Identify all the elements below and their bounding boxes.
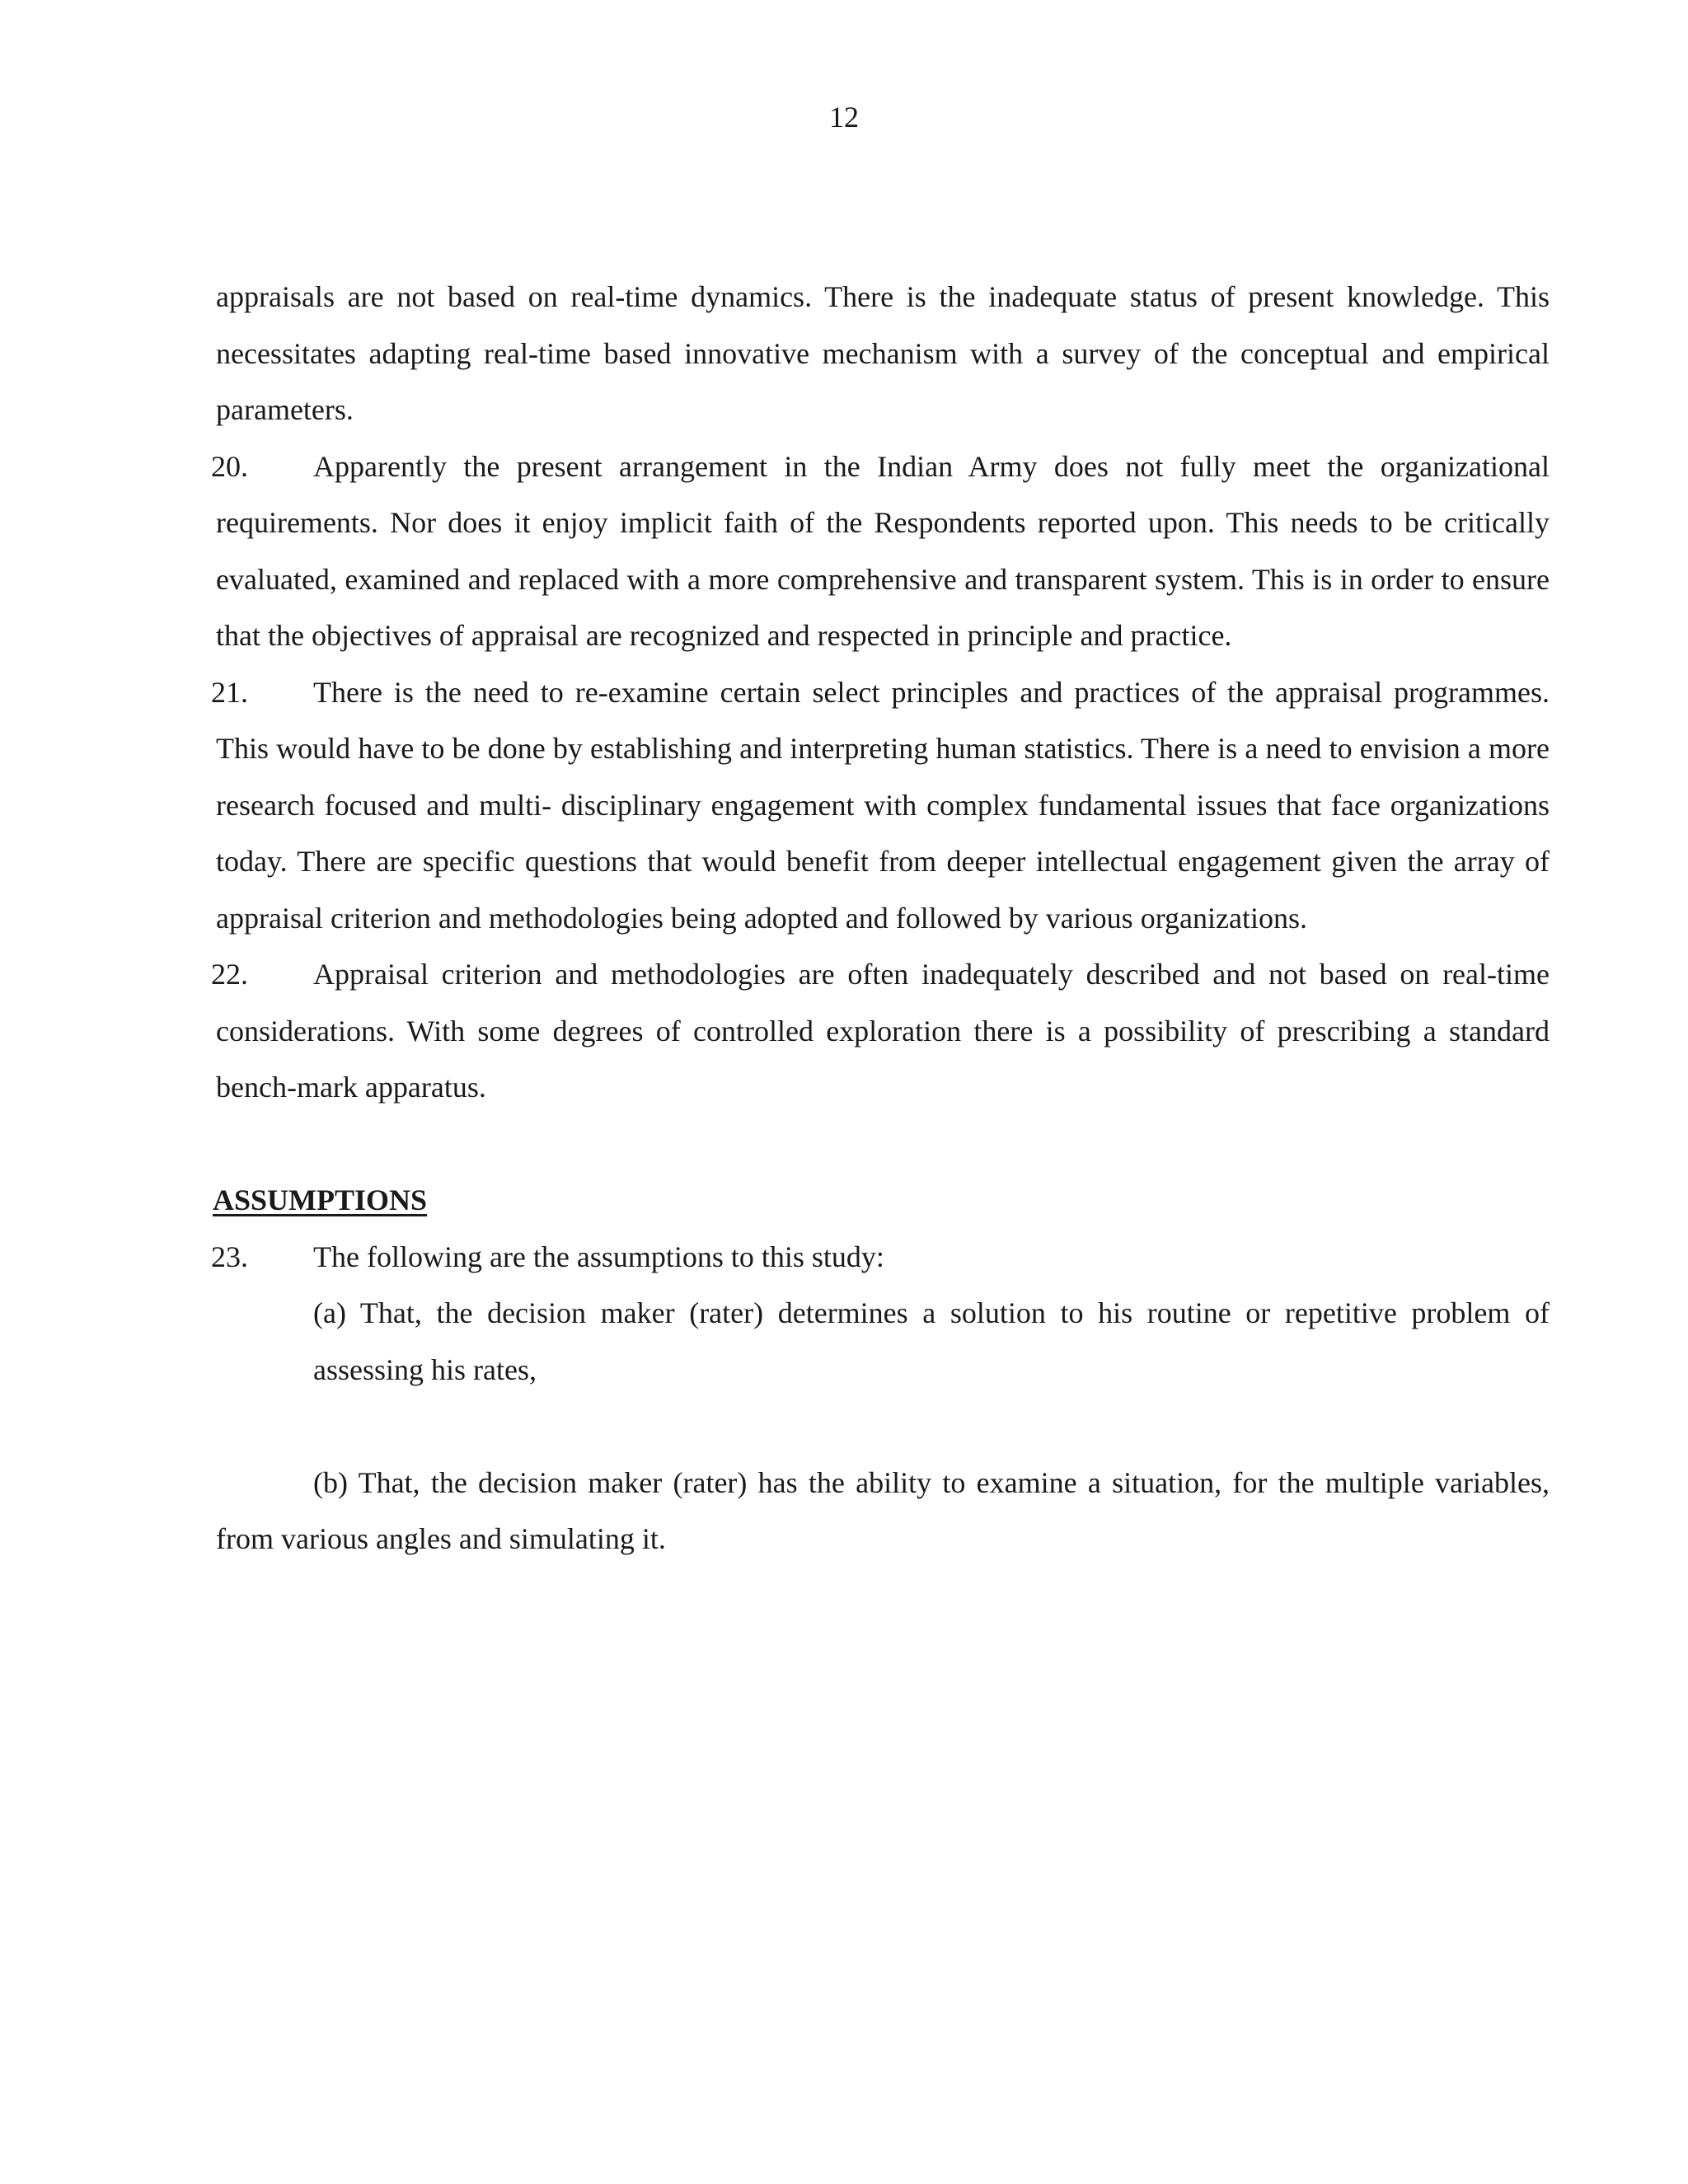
- paragraph-number: 22.: [211, 958, 248, 991]
- intro-paragraph: appraisals are not based on real-time dynamics. There is the inadequate status of present knowledge. This necessitates adapting real-time based innovative mechanism with a survey of the conceptual and empirical parameters.: [216, 280, 1550, 426]
- paragraph-number: 20.: [211, 449, 248, 483]
- paragraph-number: 21.: [211, 675, 248, 709]
- paragraph-text: The following are the assumptions to this study:: [313, 1240, 884, 1273]
- paragraph-21: [211, 664, 1550, 947]
- assumption-item-b: (b) That, the decision maker (rater) has the ability to examine a situation, for the multiple variables, from various angles and simulating it.: [216, 1465, 1550, 1555]
- paragraph-number: 23.: [211, 1240, 248, 1273]
- section-heading-assumptions: ASSUMPTIONS: [213, 1183, 428, 1216]
- paragraph-text: Appraisal criterion and methodologies are often inadequately described and not based on real-time considerations. With some degrees of controlled exploration there is a possibility of prescribing a standard bench-mark apparatus.: [216, 958, 1550, 1104]
- assumption-item-a: (a) That, the decision maker (rater) determines a solution to his routine or repetitive problem of assessing his rates,: [313, 1296, 1550, 1386]
- paragraph-22: [211, 946, 1550, 1116]
- document-body: [211, 269, 1550, 1568]
- paragraph-23: [211, 1229, 1550, 1286]
- paragraph-text: Apparently the present arrangement in the Indian Army does not fully meet the organizational requirements. Nor does it enjoy implicit faith of the Respondents reported upon. This needs to be critically evaluated, examined and replaced with a more comprehensive and transparent system. This is in order to ensure that the objectives of appraisal are recognized and respected in principle and practice.: [216, 449, 1550, 652]
- paragraph-20: [211, 438, 1550, 664]
- page-number: 12: [829, 101, 859, 134]
- paragraph-text: There is the need to re-examine certain select principles and practices of the appraisal programmes. This would have to be done by establishing and interpreting human statistics. There is a need to envision a more research focused and multi- disciplinary engagement with complex fundamental issues that face organizations today. There are specific questions that would benefit from deeper intellectual engagement given the array of appraisal criterion and methodologies being adopted and followed by various organizations.: [216, 675, 1550, 935]
